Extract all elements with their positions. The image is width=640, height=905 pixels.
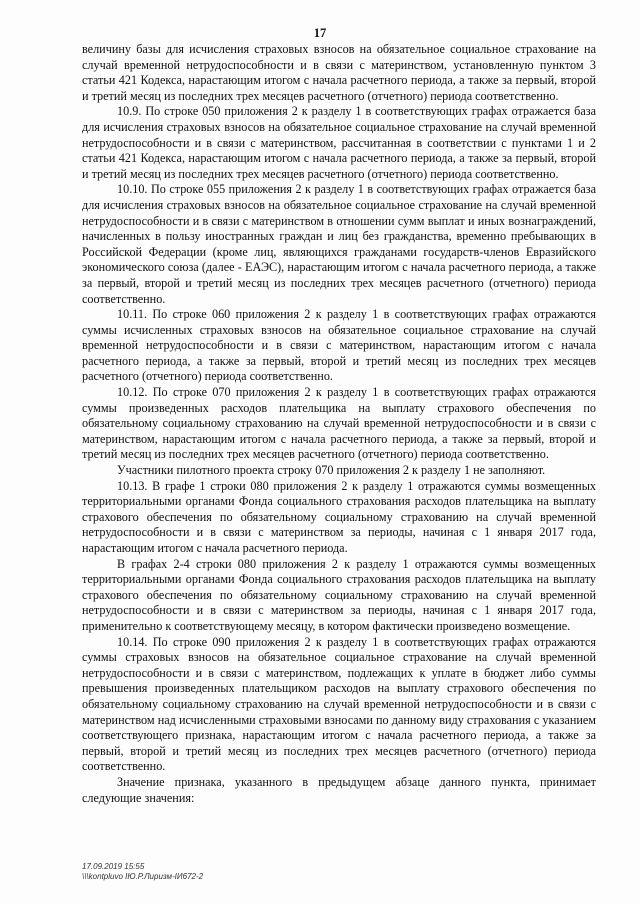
paragraph-indicator-values: Значение признака, указанного в предыдущем абзаце данного пункта, принимает следующие значения:: [82, 774, 596, 805]
paragraph-columns-2-4: В графах 2-4 строки 080 приложения 2 к разделу 1 отражаются суммы возмещенных территориальными органами Фонда социального страхования расходов плательщика на выплату страхового обеспечения по обязательному социальному страхованию на случай временной нетрудоспособности и в связи с материнством за периоды, начиная с 1 января 2017 года, применительно к соответствующему месяцу, в котором фактически произведено возмещение.: [82, 556, 596, 633]
document-body: [82, 42, 596, 806]
paragraph-10-11: 10.11. По строке 060 приложения 2 к разделу 1 в соответствующих графах отражаются суммы исчисленных страховых взносов на обязательное социальное страхование на случай временной нетрудоспособности и в связи с материнством, нарастающим итогом с начала расчетного периода, а также за первый, второй и третий месяц из последних трех месяцев расчетного (отчетного) периода соответственно.: [82, 307, 596, 384]
page-footer: [82, 862, 203, 882]
page-number: 17: [313, 26, 327, 40]
paragraph-10-13: 10.13. В графе 1 строки 080 приложения 2 к разделу 1 отражаются суммы возмещенных территориальными органами Фонда социального страхования расходов плательщика на выплату страхового обеспечения по обязательному социальному страхованию на случай временной нетрудоспособности и в связи с материнством за периоды, начиная с 1 января 2017 года, нарастающим итогом с начала расчетного периода.: [82, 478, 596, 555]
paragraph-continuation: величину базы для исчисления страховых взносов на обязательное социальное страхование на случай временной нетрудоспособности и в связи с материнством, установленную пунктом 3 статьи 421 Кодекса, нарастающим итогом с начала расчетного периода, а также за первый, второй и третий месяц из последних трех месяцев расчетного (отчетного) периода соответственно.: [82, 42, 596, 103]
paragraph-10-9: 10.9. По строке 050 приложения 2 к разделу 1 в соответствующих графах отражается база для исчисления страховых взносов на обязательное социальное страхование на случай временной нетрудоспособности и в связи с материнством, рассчитанная в соответствии с пунктами 1 и 2 статьи 421 Кодекса, нарастающим итогом с начала расчетного периода, а также за первый, второй и третий месяц из последних трех месяцев расчетного (отчетного) периода соответственно.: [82, 104, 596, 181]
footer-timestamp: 17.09.2019 15:55: [82, 862, 145, 871]
paragraph-10-10: 10.10. По строке 055 приложения 2 к разделу 1 в соответствующих графах отражается база для исчисления страховых взносов на обязательное социальное страхование на случай временной нетрудоспособности и в связи с материнством в отношении сумм выплат и иных вознаграждений, начисленных в пользу иностранных граждан и лиц без гражданства, временно пребывающих в Российской Федерации (кроме лиц, являющихся гражданами государств-членов Евразийского экономического союза (далее - ЕАЭС), нарастающим итогом с начала расчетного периода, а также за первый, второй и третий месяц из последних трех месяцев расчетного (отчетного) периода соответственно.: [82, 182, 596, 306]
footer-file-path: \\\kontpluvo IЮ.Р.Лиризм-IИ672-2: [82, 872, 204, 881]
paragraph-pilot-participants: Участники пилотного проекта строку 070 приложения 2 к разделу 1 не заполняют.: [117, 463, 546, 478]
paragraph-10-14: 10.14. По строке 090 приложения 2 к разделу 1 в соответствующих графах отражаются суммы страховых взносов на обязательное социальное страхование на случай временной нетрудоспособности и в связи с материнством, подлежащих к уплате в бюджет либо суммы превышения произведенных плательщиком расходов на выплату страхового обеспечения по обязательному социальному страхованию на случай временной нетрудоспособности и в связи с материнством над исчисленными страховыми взносами по данному виду страхования с указанием соответствующего признака, нарастающим итогом с начала расчетного периода, а также за первый, второй и третий месяц из последних трех месяцев расчетного (отчетного) периода соответственно.: [82, 634, 596, 774]
paragraph-10-12: 10.12. По строке 070 приложения 2 к разделу 1 в соответствующих графах отражаются суммы произведенных расходов плательщика на выплату страхового обеспечения по обязательному социальному страхованию на случай временной нетрудоспособности и в связи с материнством, нарастающим итогом с начала расчетного периода, а также за первый, второй и третий месяц из последних трех месяцев расчетного (отчетного) периода соответственно.: [82, 385, 596, 462]
